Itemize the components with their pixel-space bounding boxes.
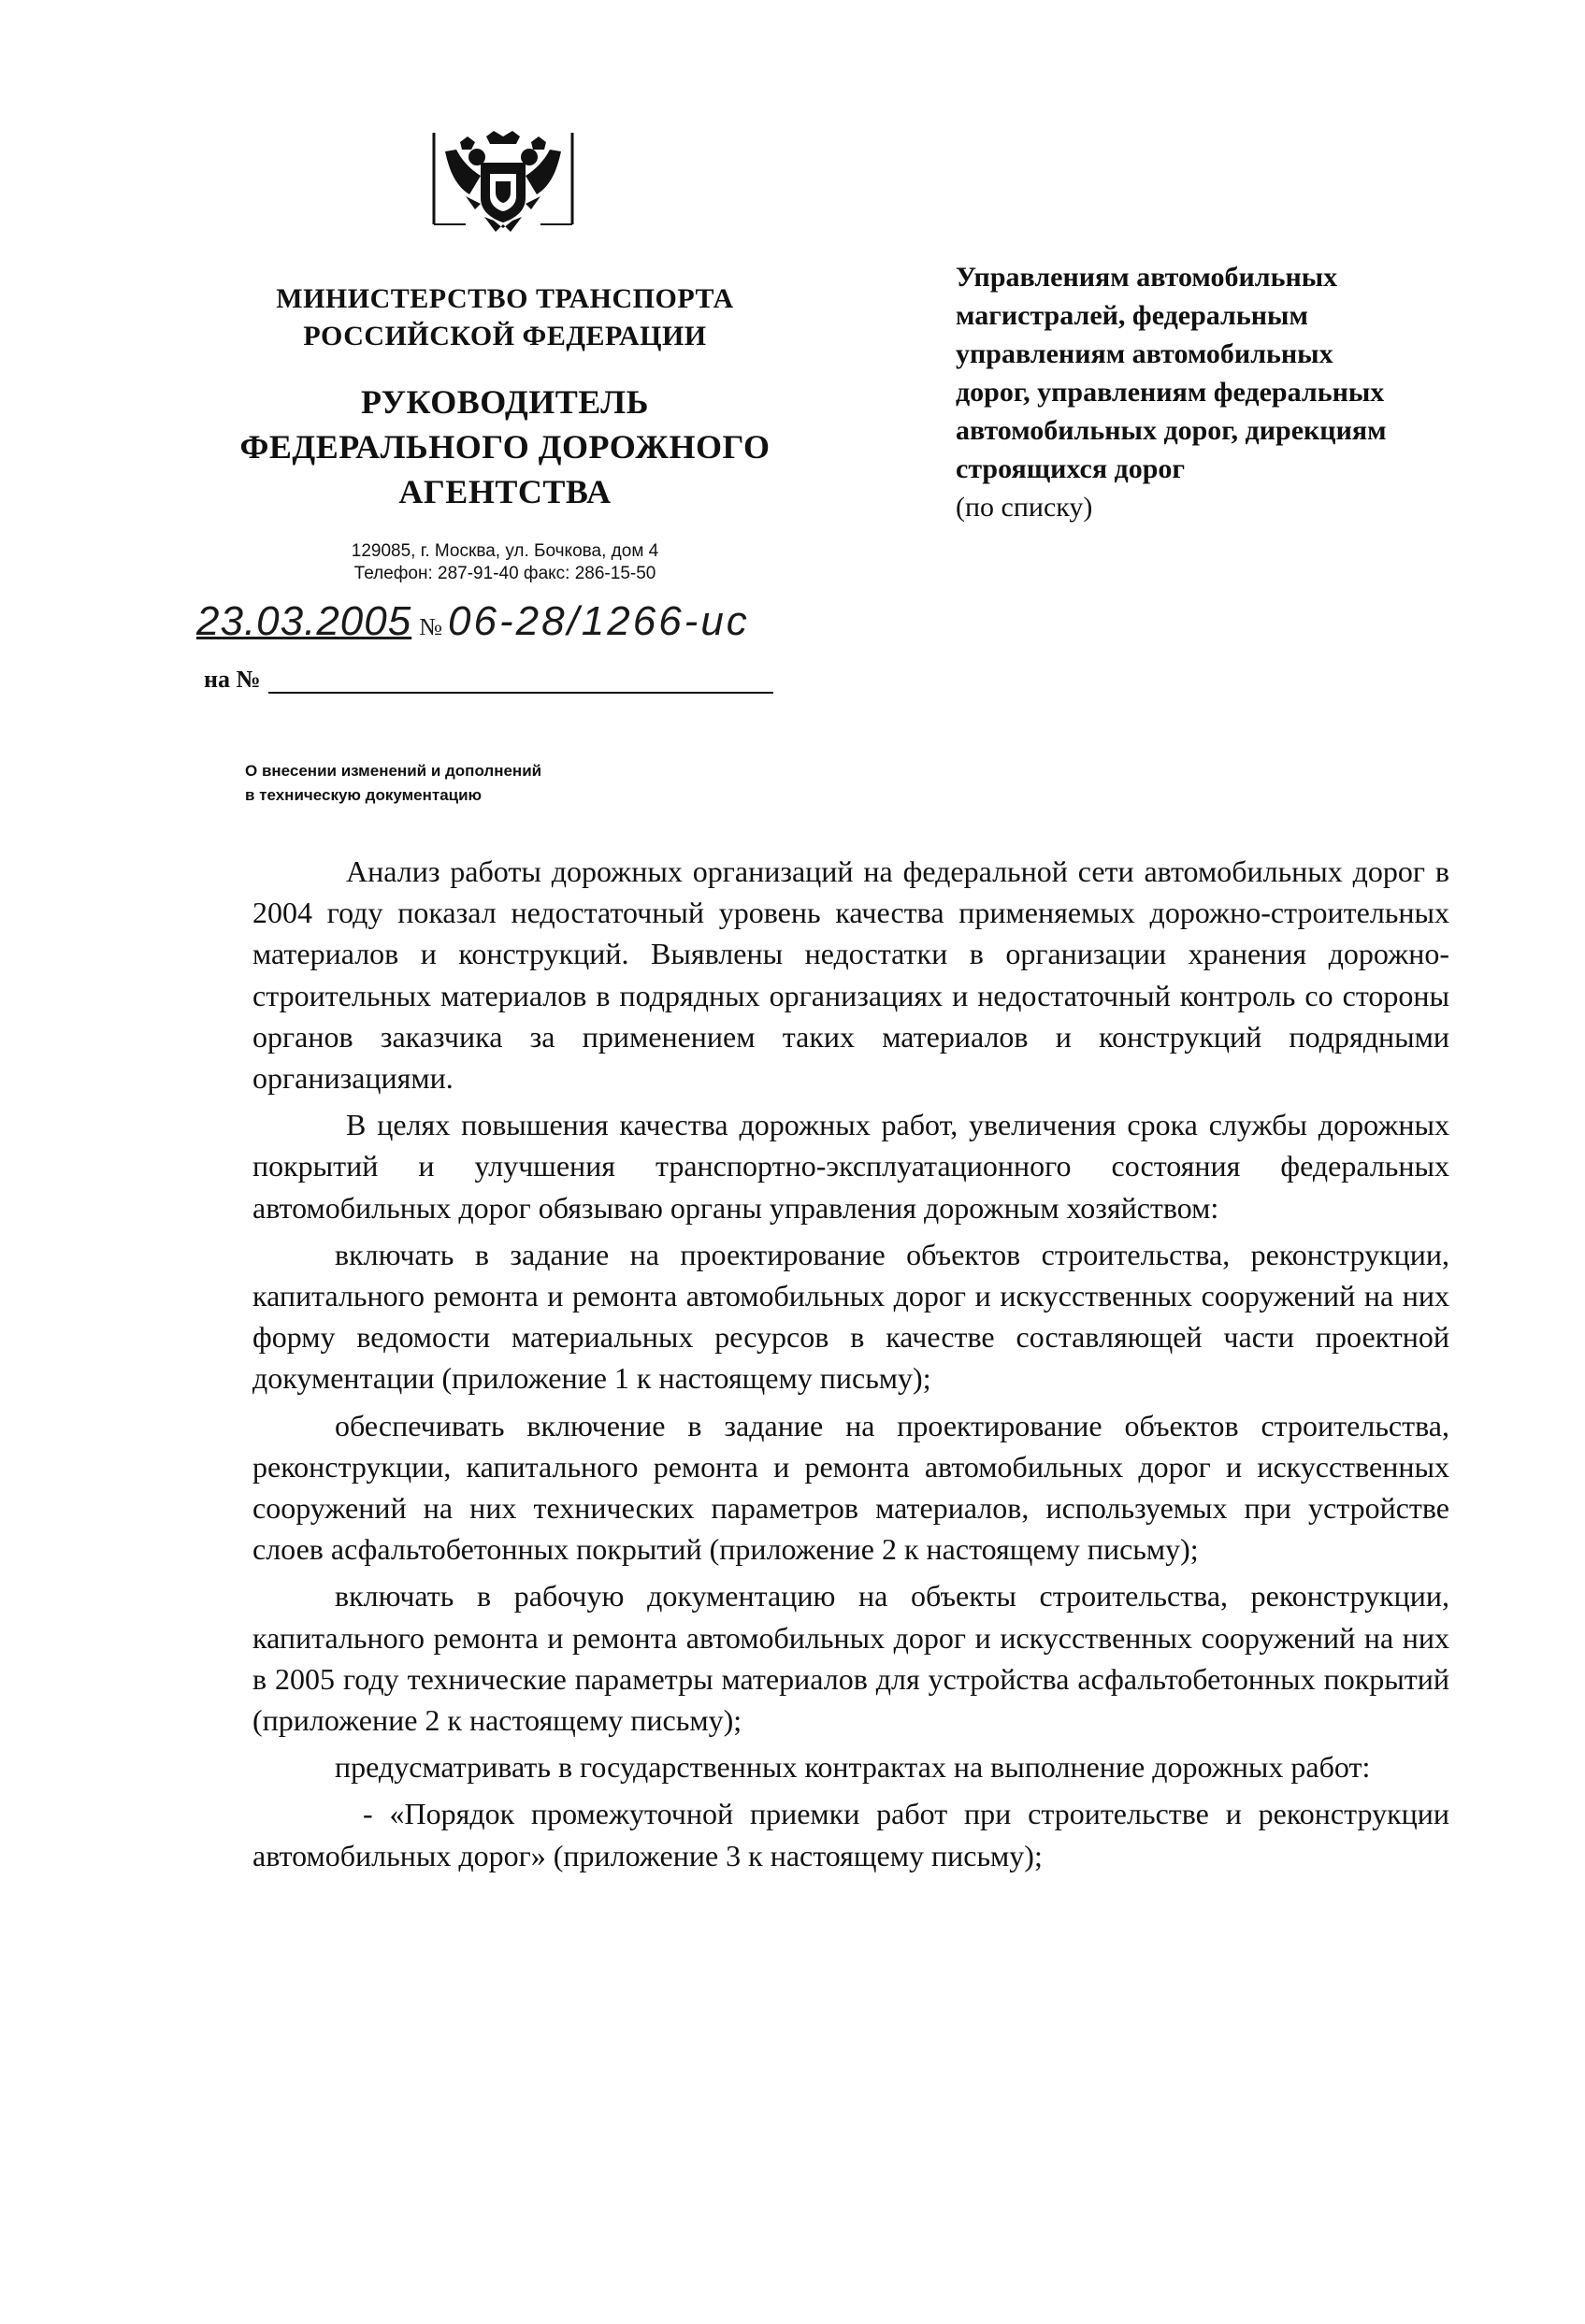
body-paragraph-analysis: Анализ работы дорожных организаций на федеральной сети автомобильных дорог в 2004 году показал недостаточный уровень качества применяемых дорожно-строительных материалов и конструкций. Выявлены недостатки в организации хранения дорожно-строительных материалов в подрядных организациях и недостаточный контроль со стороны органов заказчика за применением таких материалов и конструкций подрядными организациями. <box>252 854 1449 1096</box>
addressee-line-6: строящихся дорог <box>956 453 1186 484</box>
sender-title-line-3: АГЕНТСТВА <box>398 473 612 510</box>
number-sign: № <box>419 613 443 640</box>
address-line: 129085, г. Москва, ул. Бочкова, дом 4 <box>351 541 659 561</box>
letter-body <box>252 851 1449 1882</box>
ministry-line-2: РОССИЙСКОЙ ФЕДЕРАЦИИ <box>303 321 707 351</box>
subject-line-1: О внесении изменений и дополнений <box>245 762 542 780</box>
addressee-block <box>956 258 1479 526</box>
addressee-line-7: (по списку) <box>956 492 1093 523</box>
sender-block <box>206 280 804 585</box>
reference-label: на № <box>204 666 261 693</box>
ministry-name <box>206 280 804 355</box>
reference-rule <box>268 669 773 694</box>
sender-title-line-1: РУКОВОДИТЕЛЬ <box>361 383 649 421</box>
sender-title <box>206 380 804 514</box>
addressee-line-5: автомобильных дорог, дирекциям <box>956 415 1387 446</box>
body-paragraph-goals: В целях повышения качества дорожных работ, увеличения срока службы дорожных покрытий и улучшения транспортно-эксплуатационного состояния федеральных автомобильных дорог обязываю органы управления дорожным хозяйством: <box>252 1108 1449 1225</box>
registration-line <box>196 598 851 654</box>
addressee-line-2: магистралей, федеральным <box>956 300 1308 331</box>
body-paragraph-item-3: включать в рабочую документацию на объекты строительства, реконструкции, капитального ремонта и ремонта автомобильных дорог и искусственных сооружений на них в 2005 году технические параметры материалов для устройства асфальтобетонных покрытий (приложение 2 к настоящему письму); <box>252 1579 1449 1738</box>
body-paragraph-item-4: предусматривать в государственных контрактах на выполнение дорожных работ: <box>335 1750 1371 1785</box>
addressee-line-4: дорог, управлениям федеральных <box>956 377 1385 408</box>
addressee-line-3: управлениям автомобильных <box>956 338 1333 369</box>
reference-line <box>204 666 802 703</box>
subject-line-2: в техническую документацию <box>245 786 483 804</box>
body-paragraph-item-2: обеспечивать включение в задание на проектирование объектов строительства, реконструкции, капитального ремонта и ремонта автомобильных дорог и искусственных сооружений на них технических параметров материалов, используемых при устройстве слоев асфальтобетонных покрытий (приложение 2 к настоящему письму); <box>252 1408 1449 1567</box>
letter-subject <box>245 759 731 808</box>
registration-date: 23.03.2005 <box>196 598 412 644</box>
phone-line: Телефон: 287-91-40 факс: 286-15-50 <box>353 564 656 583</box>
state-emblem-icon <box>428 131 578 241</box>
sender-address <box>206 540 804 585</box>
body-paragraph-dash-1: - «Порядок промежуточной приемки работ при строительстве и реконструкции автомобильных дорог» (приложение 3 к настоящему письму); <box>252 1797 1449 1872</box>
body-paragraph-item-1: включать в задание на проектирование объектов строительства, реконструкции, капитального ремонта и ремонта автомобильных дорог и искусственных сооружений на них форму ведомости материальных ресурсов в качестве составляющей части проектной документации (приложение 1 к настоящему письму); <box>252 1237 1449 1396</box>
addressee-line-1: Управлениям автомобильных <box>956 262 1338 293</box>
sender-title-line-2: ФЕДЕРАЛЬНОГО ДОРОЖНОГО <box>239 428 771 466</box>
ministry-line-1: МИНИСТЕРСТВО ТРАНСПОРТА <box>276 283 734 314</box>
registration-number: 06-28/1266-ис <box>448 598 750 644</box>
